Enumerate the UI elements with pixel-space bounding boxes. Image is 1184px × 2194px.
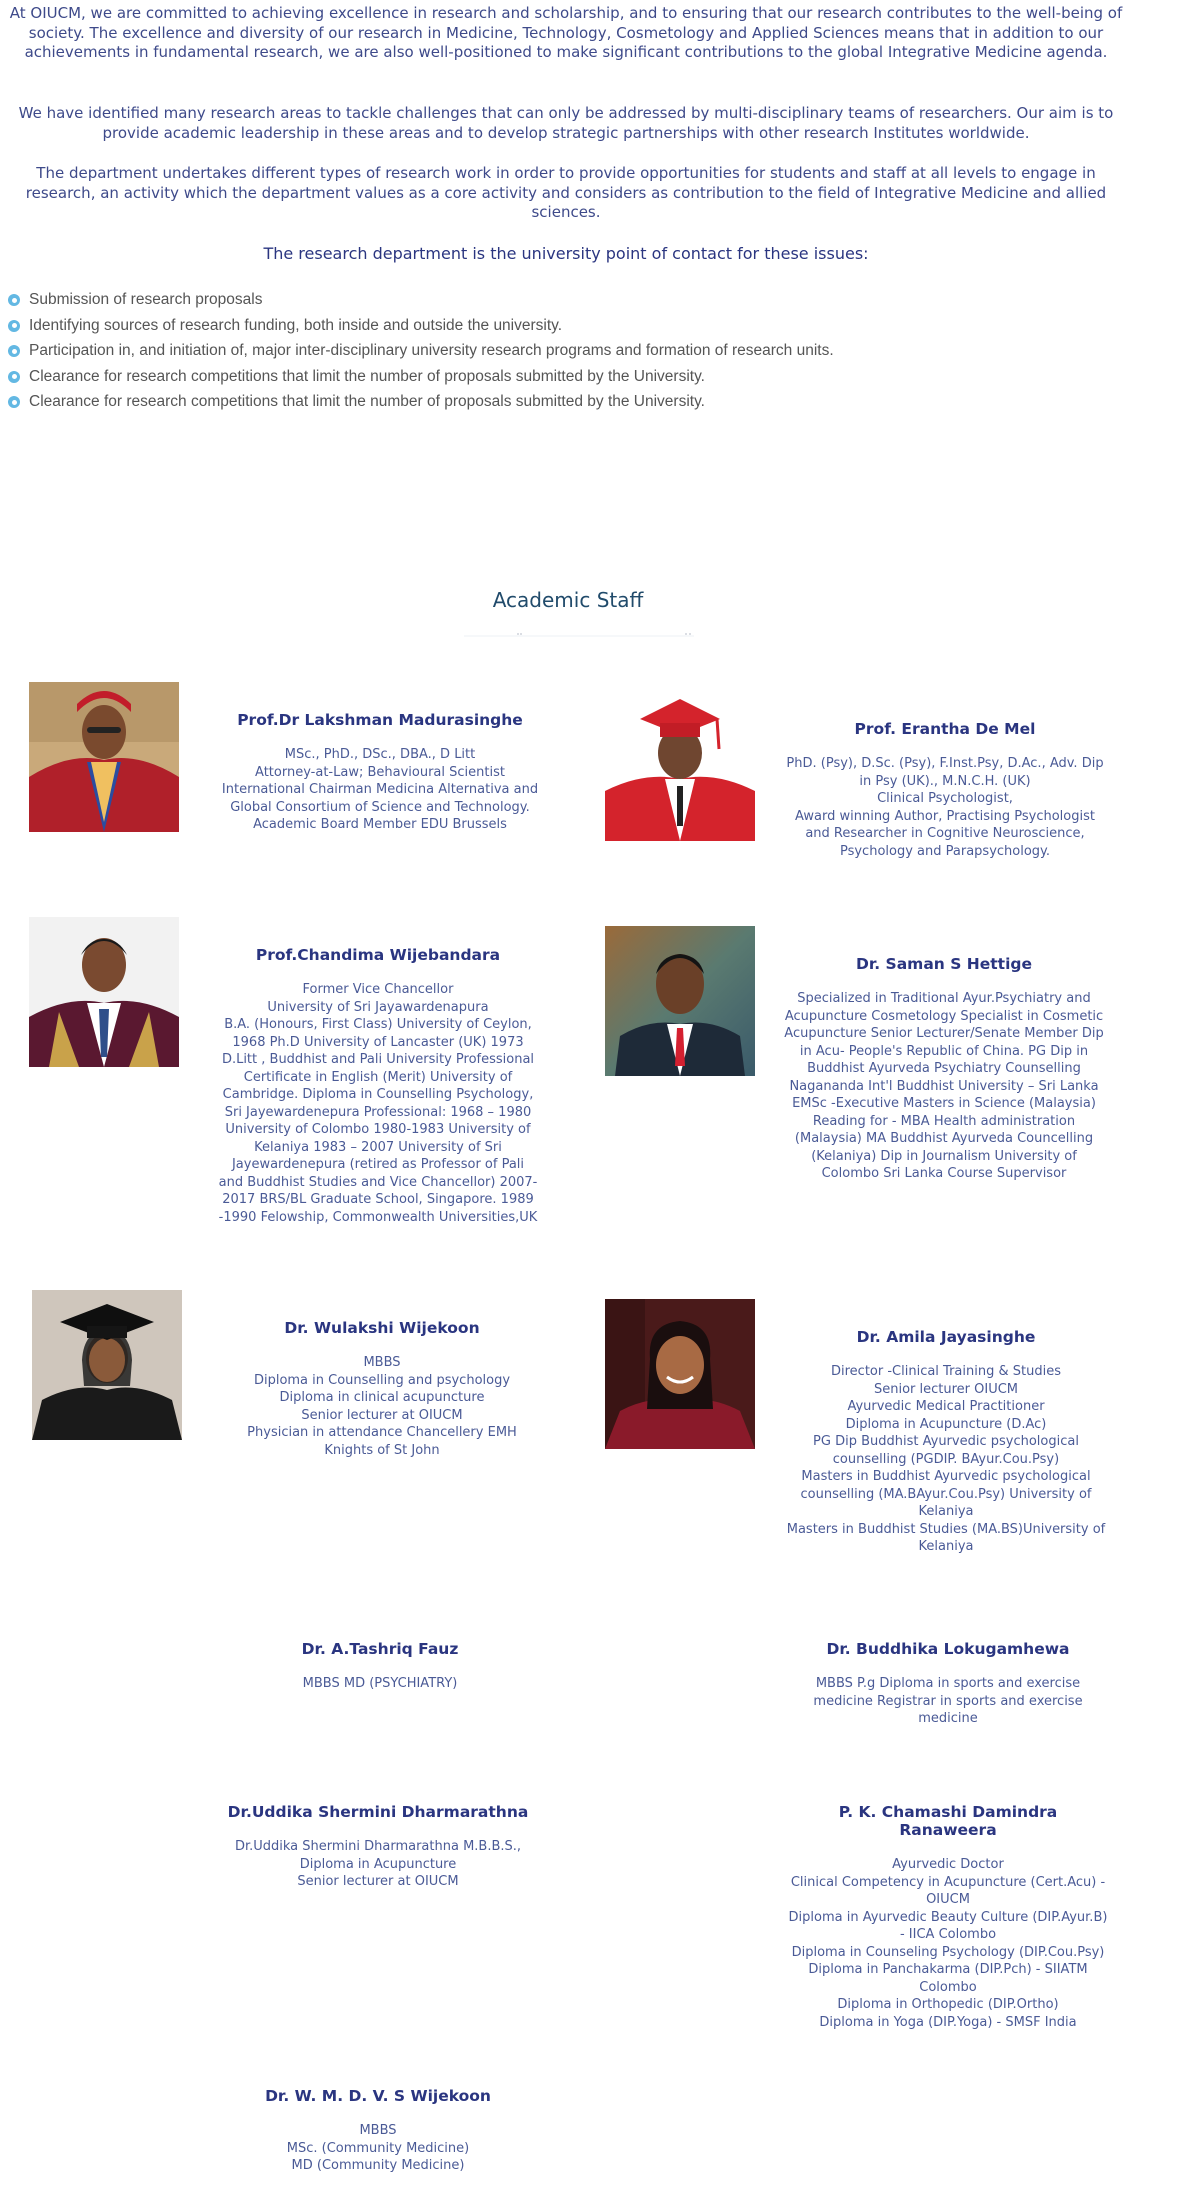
staff-photo [605, 1299, 755, 1449]
staff-card [218, 1803, 538, 1891]
list-item [8, 365, 834, 391]
bullet-icon [8, 371, 20, 383]
list-item-text: Identifying sources of research funding, both inside and outside the university. [29, 316, 563, 334]
staff-photo [605, 691, 755, 841]
staff-name: Dr.Uddika Shermini Dharmarathna [227, 1803, 529, 1821]
staff-card [786, 1328, 1106, 1556]
staff-credentials: Specialized in Traditional Ayur.Psychiatry and Acupuncture Cosmetology Specialist in Cosmetic Acupuncture Senior Lecturer/Senate Member Dip in Acu- People's Republic of China. PG Dip in Buddhist Ayurveda Psychiatry Counselling Nagananda Int'l Buddhist University – Sri Lanka EMSc -Executive Masters in Science (Malaysia) Reading for - MBA Health administration (Malaysia) MA Buddhist Ayurveda Councelling (Kelaniya) Dip in Journalism University of Colombo Sri Lanka Course Supervisor [784, 991, 1104, 1181]
bullet-icon [8, 345, 20, 357]
section-title: Academic Staff [492, 588, 644, 612]
bullet-icon [8, 294, 20, 306]
staff-credentials: MBBS Diploma in Counselling and psychology Diploma in clinical acupuncture Senior lecturer at OIUCM Physician in attendance Chancellery EMH Knights of St John [247, 1355, 517, 1458]
staff-name: Dr. W. M. D. V. S Wijekoon [265, 2087, 491, 2105]
staff-name: Prof.Chandima Wijebandara [255, 946, 501, 964]
staff-credentials: Ayurvedic Doctor Clinical Competency in Acupuncture (Cert.Acu) - OIUCM Diploma in Ayurvedic Beauty Culture (DIP.Ayur.B) - IICA Colombo Diploma in Counseling Psychology (DIP.Cou.Psy) Diploma in Panchakarma (DIP.Pch) - SIIATM Colombo Diploma in Orthopedic (DIP.Ortho) Diploma in Yoga (DIP.Yoga) - SMSF India [788, 1857, 1108, 2030]
staff-photo [605, 926, 755, 1076]
staff-card [218, 946, 538, 1226]
staff-credentials: Director -Clinical Training & Studies Senior lecturer OIUCM Ayurvedic Medical Practitioner Diploma in Acupuncture (D.Ac) PG Dip Buddhist Ayurvedic psychological counselling (PGDIP. BAyur.Cou.Psy) Masters in Buddhist Ayurvedic psychological counselling (MA.BAyur.Cou.Psy) University of Kelaniya Masters in Buddhist Studies (MA.BS)University of Kelaniya [786, 1364, 1106, 1554]
issues-list [8, 288, 834, 416]
list-item [8, 390, 834, 416]
list-item-text: Clearance for research competitions that limit the number of proposals submitted by the University. [29, 393, 705, 410]
list-item-text: Participation in, and initiation of, major inter-disciplinary university research programs and formation of research units. [29, 342, 834, 359]
staff-card [222, 1319, 542, 1459]
staff-name: Dr. Buddhika Lokugamhewa [826, 1640, 1070, 1658]
intro-paragraph: We have identified many research areas to tackle challenges that can only be addressed by multi-disciplinary teams of researchers. Our aim is to provide academic leadership in these areas and to develop strategic partnerships with other research Institutes worldwide. [18, 104, 1114, 142]
staff-card [788, 1803, 1108, 2031]
staff-name: P. K. Chamashi Damindra Ranaweera [838, 1803, 1058, 1839]
staff-card [784, 955, 1104, 1183]
staff-name: Dr. Wulakshi Wijekoon [284, 1319, 480, 1337]
title-divider-icon [464, 631, 694, 639]
staff-credentials: Dr.Uddika Shermini Dharmarathna M.B.B.S., Diploma in Acupuncture Senior lecturer at OIUCM [234, 1839, 522, 1889]
bullet-icon [8, 320, 20, 332]
staff-card [220, 1640, 540, 1693]
staff-photo [29, 682, 179, 832]
bullet-icon [8, 396, 20, 408]
staff-photo [32, 1290, 182, 1440]
staff-card [218, 2087, 538, 2175]
staff-name: Dr. A.Tashriq Fauz [301, 1640, 459, 1658]
issues-heading: The research department is the university point of contact for these issues: [263, 244, 869, 263]
list-item [8, 314, 834, 340]
staff-credentials: PhD. (Psy), D.Sc. (Psy), F.Inst.Psy, D.Ac., Adv. Dip in Psy (UK)., M.N.C.H. (UK) Clinical Psychologist, Award winning Author, Practising Psychologist and Researcher in Cognitive Neuroscience, Psychology and Parapsychology. [786, 756, 1104, 859]
staff-card [785, 720, 1105, 860]
staff-card [788, 1640, 1108, 1728]
staff-credentials: MBBS MSc. (Community Medicine) MD (Community Medicine) [286, 2123, 470, 2173]
staff-card [220, 711, 540, 834]
staff-credentials: MBBS P.g Diploma in sports and exercise medicine Registrar in sports and exercise medicine [813, 1676, 1083, 1726]
list-item-text: Submission of research proposals [29, 291, 263, 308]
list-item-text: Clearance for research competitions that limit the number of proposals submitted by the University. [29, 367, 705, 385]
staff-name: Prof. Erantha De Mel [854, 720, 1036, 738]
intro-paragraph: The department undertakes different types of research work in order to provide opportunities for students and staff at all levels to engage in research, an activity which the department values as a core activity and considers as contribution to the field of Integrative Medicine and allied sciences. [25, 164, 1107, 221]
staff-photo [29, 917, 179, 1067]
staff-credentials: MSc., PhD., DSc., DBA., D Litt Attorney-at-Law; Behavioural Scientist International Chairman Medicina Alternativa and Global Consortium of Science and Technology. Academic Board Member EDU Brussels [221, 747, 539, 832]
staff-name: Dr. Saman S Hettige [855, 955, 1033, 973]
list-item [8, 339, 834, 365]
intro-paragraph: At OIUCM, we are committed to achieving excellence in research and scholarship, and to ensuring that our research contributes to the well-being of society. The excellence and diversity of our research in Medicine, Technology, Cosmetology and Applied Sciences means that in addition to our achievements in fundamental research, we are also well-positioned to make significant contributions to the global Integrative Medicine agenda. [9, 4, 1123, 61]
staff-name: Prof.Dr Lakshman Madurasinghe [237, 711, 523, 729]
staff-credentials: Former Vice Chancellor University of Sri Jayawardenapura B.A. (Honours, First Class) University of Ceylon, 1968 Ph.D University of Lancaster (UK) 1973 D.Litt , Buddhist and Pali University Professional Certificate in English (Merit) University of Cambridge. Diploma in Counselling Psychology, Sri Jayewardenepura Professional: 1968 – 1980 University of Colombo 1980-1983 University of Kelaniya 1983 – 2007 University of Sri Jayewardenepura (retired as Professor of Pali and Buddhist Studies and Vice Chancellor) 2007- 2017 BRS/BL Graduate School, Singapore. 1989 -1990 Felowship, Commonwealth Universities,UK [218, 982, 538, 1225]
staff-name: Dr. Amila Jayasinghe [856, 1328, 1036, 1346]
staff-credentials: MBBS MD (PSYCHIATRY) [302, 1676, 458, 1691]
list-item [8, 288, 834, 314]
